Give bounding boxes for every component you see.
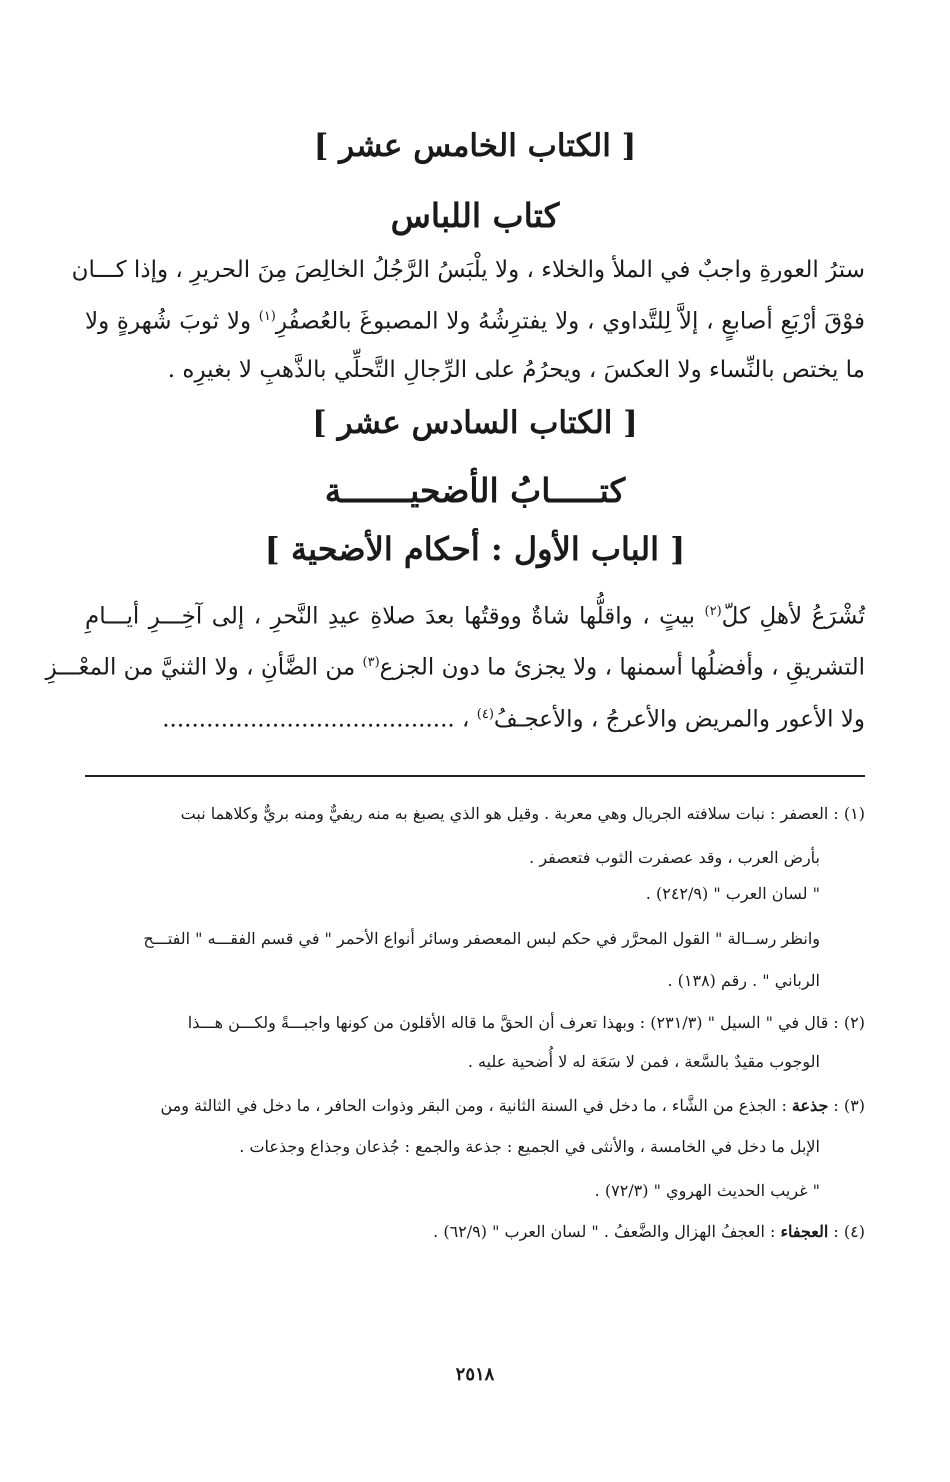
sacrifice-text: بيتٍ ، واقلُّها شاةٌ ووقتُها بعدَ صلاةِ عيدِ النَّحرِ ، إلى آخِـــرِ أيـــامِ — [85, 603, 705, 630]
book-15-heading: [ الكتاب الخامس عشر ] — [313, 128, 637, 164]
footnote-3-line: الإبل ما دخل في الخامسة ، والأنثى في الجميع : جذعة والجمع : جُذعان وجذاع وجذعات . — [239, 1137, 820, 1156]
footnote-4-term: العجفاء — [780, 1222, 829, 1241]
clothing-text: ولا ثوبَ شُهرةٍ ولا — [85, 308, 259, 335]
clothing-text: فوْقَ أرْبَعِ أصابعٍ ، إلاَّ لِلتَّداوي ، ولا يفترِشُهُ ولا المصبوغَ بالعُصفُرِ — [275, 308, 865, 335]
footnote-1-line: الرباني " . رقم (١٣٨) . — [667, 971, 820, 990]
footnote-3-number: (٣) : — [828, 1096, 865, 1115]
footnote-1-citation: " لسان العرب " (٢٤٢/٩) . — [645, 884, 820, 903]
footnote-1-line: (١) : العصفر : نبات سلافته الجريال وهي معربة . وقيل هو الذي يصبغ به منه ريفيٌّ ومنه بريٌّ وكلاهما نبت — [180, 804, 865, 823]
footnote-2-line: الوجوب مقيدٌ بالسَّعة ، فمن لا سَعَة له لا أُضحية عليه . — [467, 1052, 820, 1071]
footnote-3-text: : الجذع من الشَّاء ، ما دخل في السنة الثانية ، ومن البقر وذوات الحافر ، ما دخل في الثالثة ومن — [160, 1096, 792, 1115]
book-page — [45, 0, 865, 1482]
sacrifice-text: ، — [454, 706, 477, 733]
clothing-book-title: كتاب اللباس — [390, 196, 560, 235]
footnote-ref-2: (٢) — [704, 604, 722, 619]
clothing-paragraph-line: سترُ العورةِ واجبٌ في الملأ والخلاء ، ولا يلْبَسُ الرَّجُلُ الخالِصَ مِنَ الحريرِ ، وإذا كـــان — [71, 257, 865, 283]
book-16-heading: [ الكتاب السادس عشر ] — [312, 405, 638, 441]
footnote-ref-1: (١) — [258, 309, 276, 324]
footnote-4-line — [85, 1219, 865, 1245]
clothing-paragraph-line: ما يختص بالنِّساء ولا العكسَ ، ويحرُمُ على الرِّجالِ التَّحلِّي بالذَّهبِ لا بغيرِه . — [167, 357, 865, 383]
sacrifice-text: ولا الأعور والمريض والأعرجُ ، والأعجـفُ — [493, 706, 865, 733]
sacrifice-text: التشريقِ ، وأفضلُها أسمنها ، ولا يجزئ ما دون الجزع — [379, 654, 865, 681]
footnote-4-text: : العجفُ الهزال والضَّعفُ . " لسان العرب " (٦٢/٩) . — [433, 1222, 781, 1241]
clothing-paragraph-line — [85, 299, 865, 340]
sacrifice-paragraph-line — [85, 697, 865, 738]
footnote-3-citation: " غريب الحديث الهروي " (٧٢/٣) . — [594, 1181, 820, 1200]
sacrifice-book-title: كتـــــابُ الأضحيـــــــة — [324, 471, 626, 510]
footnote-2-line: (٢) : قال في " السيل " (٢٣١/٣) : وبهذا تعرف أن الحقَّ ما قاله الأقلون من كونها واجبـــةً ولكـــن هـــذا — [187, 1013, 865, 1032]
sacrifice-text: من الضَّأنِ ، ولا الثنيَّ من المعْـــزِ — [45, 654, 363, 681]
footnote-ref-3: (٣) — [362, 655, 380, 670]
sacrifice-paragraph-line — [85, 594, 865, 635]
footnote-1-line: وانظر رســالة " القول المحرَّر في حكم لبس المعصفر وسائر أنواع الأحمر " في قسم الفقـــه " الفتـــح — [143, 929, 820, 948]
chapter-1-heading: [ الباب الأول : أحكام الأضحية ] — [264, 530, 686, 568]
page-number: ٢٥١٨ — [455, 1364, 495, 1385]
footnote-separator — [85, 775, 865, 777]
dotted-leader: ........................................ — [162, 706, 455, 733]
sacrifice-paragraph-line — [45, 645, 865, 686]
footnote-3-line — [85, 1093, 865, 1119]
sacrifice-text: تُشْرَعُ لأهلِ كلّ — [721, 603, 865, 630]
footnote-4-number: (٤) : — [828, 1222, 865, 1241]
footnote-3-term: جذعة — [791, 1096, 829, 1115]
footnote-ref-4: (٤) — [476, 707, 494, 722]
footnote-1-line: بأرض العرب ، وقد عصفرت الثوب فتعصفر . — [529, 848, 820, 867]
